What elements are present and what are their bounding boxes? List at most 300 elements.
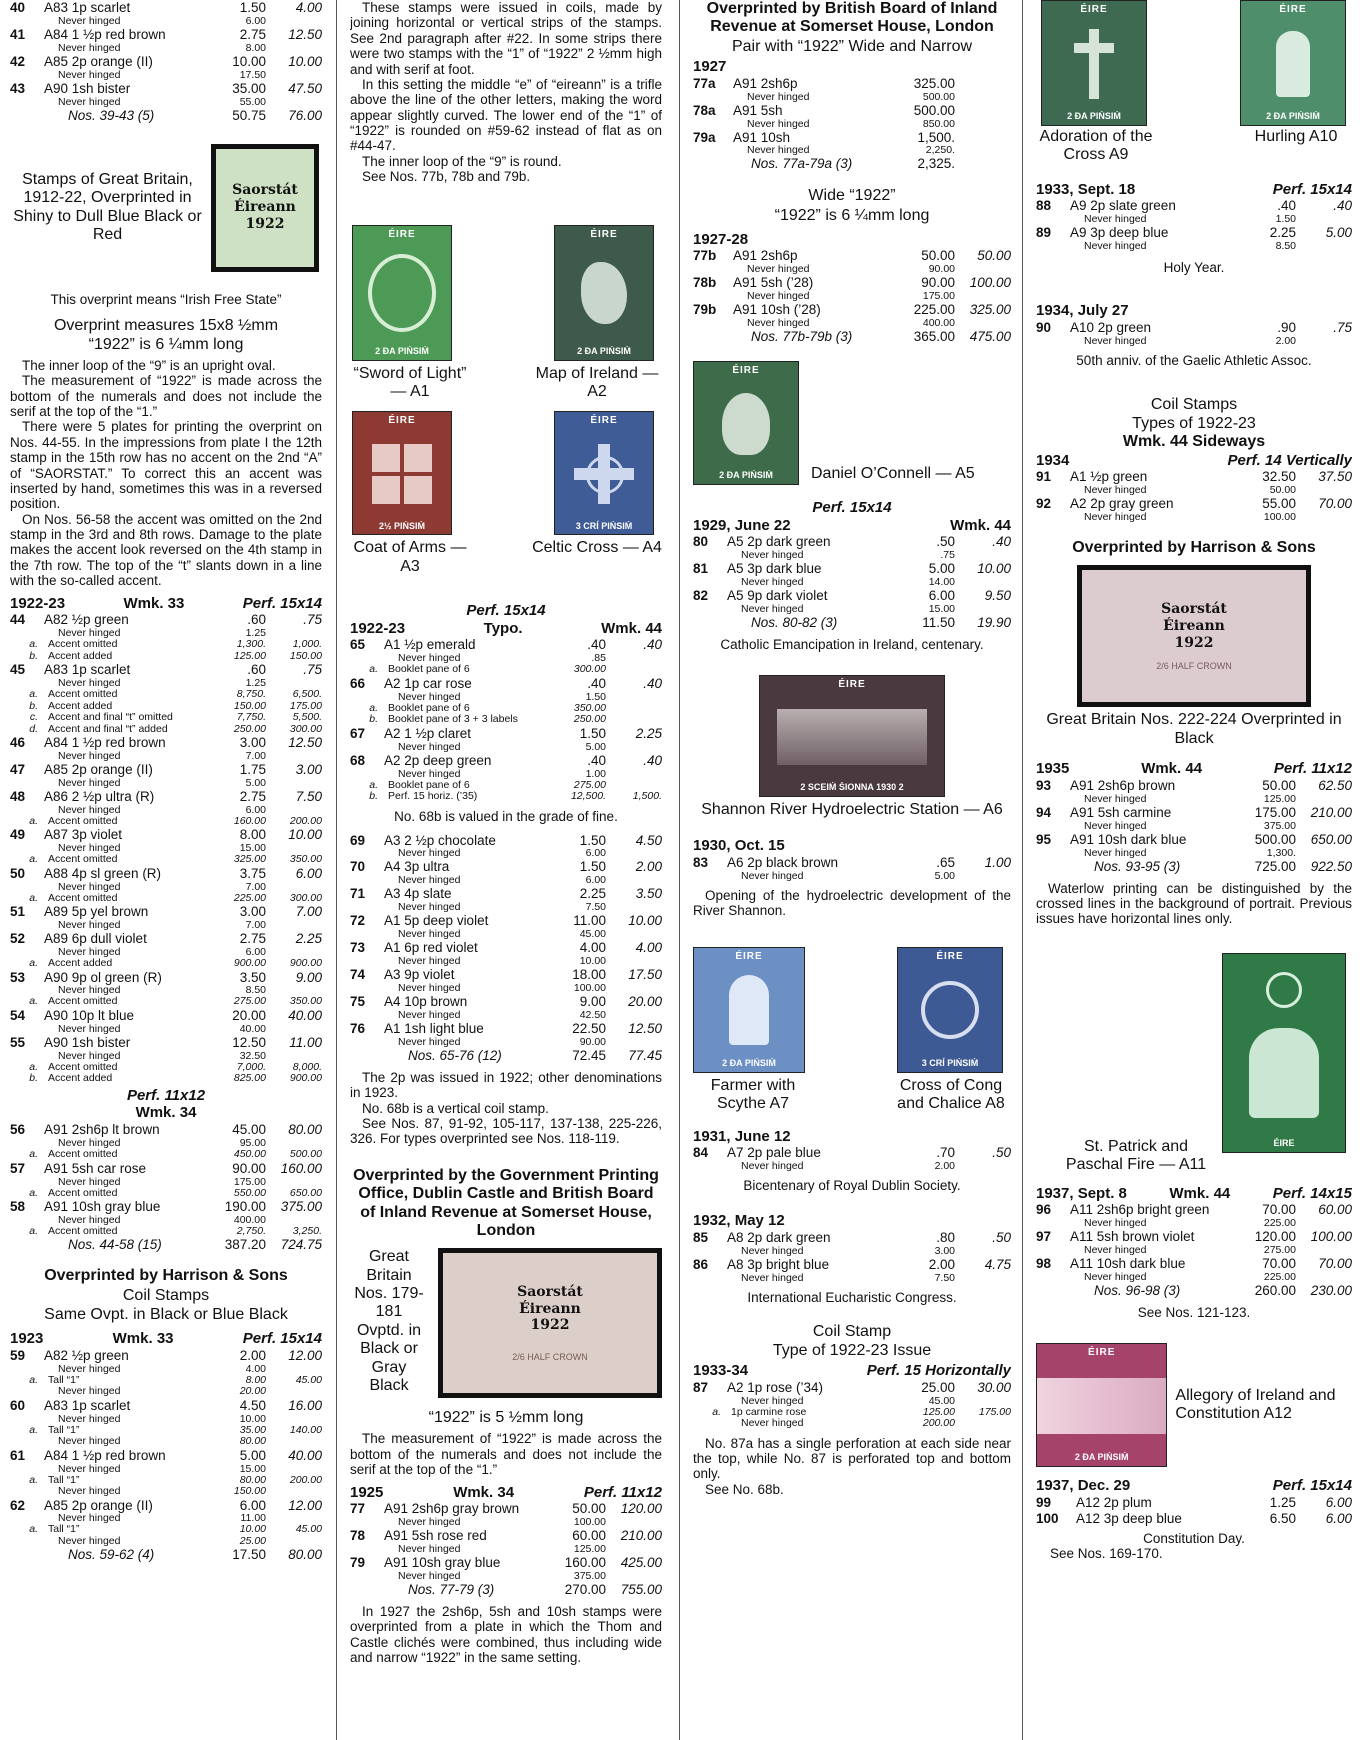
spacer <box>10 1513 44 1524</box>
never-hinged-row <box>350 983 662 994</box>
never-hinged-row <box>693 318 1011 329</box>
listing-table <box>693 1230 1011 1284</box>
catalog-number: 44 <box>10 612 26 628</box>
spacer <box>1296 485 1352 496</box>
variety-letter: a. <box>29 1187 38 1199</box>
total-used: 755.00 <box>620 1582 662 1598</box>
unused-value: 2.75 <box>239 788 266 804</box>
catalog-number: 41 <box>10 26 26 42</box>
stamp-description: A1 5p deep violet <box>384 913 489 929</box>
catalog-number: 61 <box>10 1447 26 1463</box>
never-hinged-row <box>10 1414 322 1425</box>
variety-description: Accent added <box>48 700 113 712</box>
listing-row <box>10 81 322 97</box>
listing-row <box>350 1555 662 1571</box>
variety-description: Never hinged <box>741 1418 804 1430</box>
stamp-description: A4 3p ultra <box>384 859 450 875</box>
gb-stamps-caption: Stamps of Great Britain, 1912-22, Overprinted in Shiny to Dull Blue Black or Red <box>13 170 202 243</box>
issue-perf: Perf. 14x15 <box>1272 1184 1352 1202</box>
variety-unused-value: 8.00 <box>245 1374 266 1386</box>
catalog-number: 79 <box>350 1555 366 1571</box>
paragraph: See Nos. 87, 91-92, 105-117, 137-138, 225-226, 326. For types overprinted see Nos. 118-119. <box>350 1115 662 1147</box>
variety-description: Accent omitted <box>48 1149 118 1161</box>
variety-description: Accent added <box>48 958 113 970</box>
never-hinged-row <box>350 929 662 940</box>
stamp-images-row <box>350 411 662 576</box>
never-hinged-value: 125.00 <box>1263 793 1296 805</box>
catalog-number: 77a <box>693 75 716 91</box>
unused-value: 6.00 <box>239 1497 266 1513</box>
listing-row <box>693 1145 1011 1161</box>
variety-letter: a. <box>369 702 378 714</box>
paragraph: In this setting the middle “e” of “eireann” is a trifle above the line of the other letters, making the word appear slightly curved. The lower end of the “1” of “1922” is rounded on #59-62 instead of flat as on #44-47. <box>350 76 662 154</box>
catalog-number: 77 <box>350 1501 366 1517</box>
spacer <box>606 956 662 967</box>
stamp-description: A83 1p scarlet <box>44 1397 131 1413</box>
never-hinged-row <box>693 604 1011 615</box>
never-hinged-value: 8.50 <box>1275 241 1296 253</box>
spacer <box>1296 1272 1352 1283</box>
variety-unused-value: 825.00 <box>233 1073 266 1085</box>
never-hinged-row <box>693 145 1011 156</box>
never-hinged-value: 6.00 <box>245 804 266 816</box>
never-hinged-row <box>10 1024 322 1035</box>
total-unused: 72.45 <box>572 1047 606 1063</box>
issue-note: Holy Year. <box>1163 260 1225 276</box>
map-of-ireland-stamp-image: ÉIRE 2 ÐA PIṄSIṀ <box>554 225 654 361</box>
never-hinged-value: 175.00 <box>233 1176 266 1188</box>
section-subtitle: “1922” is 6 ¼mm long <box>774 206 930 224</box>
used-value: 4.00 <box>295 0 322 15</box>
never-hinged-value: 5.00 <box>585 741 606 753</box>
overprint-notes <box>10 358 322 589</box>
never-hinged-row <box>10 778 322 789</box>
listing-row <box>693 275 1011 291</box>
paragraph: No. 68b is a vertical coil stamp. <box>362 1100 549 1116</box>
variety-letter: a. <box>29 1524 38 1536</box>
catalog-number: 58 <box>10 1199 26 1214</box>
issue-perf: Perf. 11x12 <box>1273 760 1352 778</box>
unused-value: 190.00 <box>224 1199 266 1214</box>
never-hinged-row <box>10 1215 322 1226</box>
variety-row <box>10 1149 322 1161</box>
stamp-description: A2 1 ½p claret <box>384 725 472 741</box>
unused-value: 1.50 <box>579 859 606 875</box>
listing-rows <box>350 637 662 802</box>
spacer <box>606 692 662 703</box>
never-hinged-value: 5.00 <box>245 777 266 789</box>
unused-value: .50 <box>936 534 955 550</box>
wmk-header: Wmk. 34 <box>135 1104 197 1122</box>
issue-header <box>350 1484 662 1502</box>
issue-notes: In 1927 the 2sh6p, 5sh and 10sh stamps were overprinted from a plate in which the Thom and Castle clichés were combined, thus including wide and narrow “1922” in the same setting. <box>350 1603 662 1666</box>
listing-row <box>1036 1229 1352 1245</box>
listing-table <box>1036 1495 1352 1527</box>
listing-row <box>693 248 1011 264</box>
unused-value: .80 <box>936 1229 955 1245</box>
stamp-a12 <box>1036 1343 1352 1467</box>
listing-row <box>1036 469 1352 485</box>
issue-perf: Perf. 15x14 <box>1272 180 1352 198</box>
never-hinged-label: Never hinged <box>747 291 810 303</box>
used-value: 12.00 <box>288 1347 322 1363</box>
stamp-a8 <box>891 947 1011 1114</box>
never-hinged-label: Never hinged <box>58 843 121 855</box>
spacer <box>266 1215 322 1226</box>
issue-header <box>1036 1477 1352 1495</box>
variety-description: Booklet pane of 3 + 3 labels <box>388 714 518 726</box>
coat-of-arms-stamp-image: ÉIRE 2½ PIṄSIṀ <box>352 411 452 535</box>
listing-row <box>1036 778 1352 794</box>
issue-year: 1927 <box>693 57 727 75</box>
spacer <box>266 678 322 689</box>
issue-year: 1937, Sept. 8 <box>1036 1184 1127 1202</box>
stamp-description: A9 2p slate green <box>1070 198 1176 214</box>
spacer <box>266 16 322 27</box>
stamp-description: A84 1 ½p red brown <box>44 735 166 751</box>
stamp-description: A91 5sh (’28) <box>733 275 814 291</box>
never-hinged-label: Never hinged <box>398 1571 461 1583</box>
variety-row <box>10 724 322 736</box>
used-value: 325.00 <box>969 302 1011 318</box>
stamp-description: A91 10sh (’28) <box>733 302 821 318</box>
catalog-number: 67 <box>350 725 366 741</box>
stamp-a5 <box>693 361 1011 485</box>
catalog-number: 71 <box>350 886 366 902</box>
spacer <box>350 1037 384 1048</box>
never-hinged-label: Never hinged <box>398 875 461 887</box>
unused-value: 2.75 <box>239 931 266 947</box>
coil-notes <box>350 0 662 185</box>
spacer <box>10 778 44 789</box>
unused-value: 12.50 <box>232 1034 266 1050</box>
variety-letter: a. <box>29 1424 38 1436</box>
listing-row <box>10 1122 322 1138</box>
variety-row <box>350 791 662 803</box>
stamp-description: A88 4p sl green (R) <box>44 865 162 881</box>
stamp-description: A83 1p scarlet <box>44 0 131 15</box>
total-row <box>10 108 322 124</box>
spacer <box>1036 1272 1070 1283</box>
never-hinged-row <box>1036 1245 1352 1256</box>
stamp-description: A90 9p ol green (R) <box>44 969 162 985</box>
used-value: 7.00 <box>295 904 322 920</box>
unused-value: 10.00 <box>232 53 266 69</box>
spacer <box>10 97 44 108</box>
never-hinged-row <box>1036 794 1352 805</box>
unused-value: .40 <box>587 752 606 768</box>
listing-total <box>10 108 322 124</box>
listing-rows <box>350 1501 662 1582</box>
unused-value: .40 <box>1277 198 1296 214</box>
variety-unused-value: 150.00 <box>233 1486 266 1498</box>
total-row <box>10 1547 322 1563</box>
daniel-oconnell-stamp-image: ÉIRE 2 ÐA PIṄSIṀ <box>693 361 799 485</box>
listing-rows <box>1036 198 1352 252</box>
gb-stamps-caption: Great Britain Nos. 179-181 Ovptd. in Black or Gray Black <box>354 1248 424 1395</box>
variety-row <box>10 1386 322 1398</box>
spacer <box>10 16 44 27</box>
variety-letter: b. <box>369 714 378 726</box>
variety-description: Booklet pane of 6 <box>388 664 470 676</box>
spacer <box>10 1364 44 1375</box>
unused-value: 1.50 <box>579 725 606 741</box>
spacer <box>350 929 384 940</box>
never-hinged-value: 1.50 <box>1275 214 1296 226</box>
listing-row <box>10 612 322 628</box>
spacer <box>266 1513 322 1524</box>
spacer <box>350 1544 384 1555</box>
overprint-length: “1922” is 5 ½mm long <box>428 1409 584 1427</box>
issue-perf: Perf. 15x14 <box>1272 1477 1352 1495</box>
never-hinged-row <box>350 902 662 913</box>
sword-of-light-stamp-image: ÉIRE 2 ÐA PIṄSIṀ <box>352 225 452 361</box>
listing-rows <box>693 156 1011 172</box>
catalog-number: 96 <box>1036 1202 1052 1218</box>
stamp-description: A11 5sh brown violet <box>1070 1229 1195 1245</box>
catalog-number: 49 <box>10 827 26 843</box>
unused-value: 3.50 <box>239 969 266 985</box>
issue-year: 1922-23 <box>350 619 406 637</box>
catalog-number: 99 <box>1036 1494 1052 1510</box>
listing-total <box>1036 1283 1352 1299</box>
unused-value: 45.00 <box>232 1122 266 1138</box>
listing-row <box>10 762 322 778</box>
total-unused: 270.00 <box>564 1582 606 1598</box>
never-hinged-value: 7.00 <box>245 750 266 762</box>
issue-year: 1934, July 27 <box>1036 302 1129 320</box>
catalog-number: 47 <box>10 761 26 777</box>
catalog-number: 56 <box>10 1122 26 1138</box>
issue-perf: Perf. 15x14 <box>242 594 322 612</box>
spacer <box>1036 794 1070 805</box>
variety-letter: a. <box>29 815 38 827</box>
variety-row <box>10 712 322 724</box>
variety-unused-value: 325.00 <box>233 854 266 866</box>
used-value: 160.00 <box>280 1160 322 1176</box>
spacer <box>1036 485 1070 496</box>
never-hinged-row <box>10 70 322 81</box>
never-hinged-label: Never hinged <box>1084 214 1147 226</box>
issue-note: Waterlow printing can be distinguished by the crossed lines in the background of portrait. Previous issues have horizontal lines only. <box>1036 880 1352 927</box>
never-hinged-label: Never hinged <box>58 920 121 932</box>
section-title: Wmk. 44 Sideways <box>1122 433 1266 451</box>
variety-letter: a. <box>29 996 38 1008</box>
used-value: 40.00 <box>288 1447 322 1463</box>
issue-header <box>10 1330 322 1348</box>
variety-row <box>10 854 322 866</box>
stamp-description: A9 3p deep blue <box>1070 225 1169 241</box>
used-value: 650.00 <box>1310 831 1352 847</box>
used-value: 3.50 <box>635 886 662 902</box>
spacer <box>266 70 322 81</box>
stamp-description: A91 5sh car rose <box>44 1160 147 1176</box>
listing-table <box>10 612 322 1085</box>
adoration-of-cross-stamp-image: ÉIRE 2 ÐA PIṄSIṀ <box>1041 0 1147 126</box>
used-value: 47.50 <box>288 80 322 96</box>
variety-used-value: 45.00 <box>295 1524 322 1536</box>
used-value: 4.75 <box>984 1256 1011 1272</box>
never-hinged-value: 2.00 <box>934 1161 955 1173</box>
listing-row <box>10 1348 322 1364</box>
issue-year: 1927-28 <box>693 230 749 248</box>
spacer <box>1036 241 1070 252</box>
stamp-description: A12 2p plum <box>1076 1494 1152 1510</box>
catalog-number: 77b <box>693 248 717 264</box>
issue-perf: Perf. 15 Horizontally <box>866 1361 1011 1379</box>
section-subtitle: Types of 1922-23 <box>1132 414 1256 432</box>
used-value: 120.00 <box>620 1501 662 1517</box>
variety-used-value <box>266 1386 322 1398</box>
stamp-caption: Allegory of Ireland and Constitution A12 <box>1175 1386 1336 1423</box>
listing-row <box>10 1498 322 1514</box>
spacer <box>266 1051 322 1062</box>
variety-unused-value: 225.00 <box>233 892 266 904</box>
stamp-description: A3 4p slate <box>384 886 452 902</box>
variety-description: Tall “1” <box>48 1524 80 1536</box>
never-hinged-value: 500.00 <box>922 91 955 103</box>
stamp-description: A91 2sh6p brown <box>1070 777 1176 793</box>
never-hinged-label: Never hinged <box>1084 241 1147 253</box>
hurling-stamp-image: ÉIRE 2 ÐA PIṄSIṀ <box>1240 0 1346 126</box>
spacer <box>266 1464 322 1475</box>
listing-total <box>10 1547 322 1563</box>
overprint-line: Éireann <box>1163 617 1225 634</box>
spacer <box>266 882 322 893</box>
issue-watermark: Wmk. 44 <box>601 619 662 637</box>
never-hinged-value: 7.00 <box>245 920 266 932</box>
catalog-number: 69 <box>350 832 366 848</box>
paragraph: The inner loop of the “9” is an upright oval. <box>22 357 276 373</box>
total-row <box>350 1582 662 1598</box>
spacer <box>1296 336 1352 347</box>
issue-watermark: Wmk. 33 <box>112 1330 174 1348</box>
spacer <box>1036 1245 1070 1256</box>
listing-row <box>1036 198 1352 214</box>
listing-rows <box>693 855 1011 882</box>
listing-row <box>10 1035 322 1051</box>
stamp-description: A10 2p green <box>1070 319 1152 335</box>
never-hinged-value: 7.50 <box>585 902 606 914</box>
listing-rows <box>1036 778 1352 859</box>
listing-row <box>350 940 662 956</box>
variety-unused-value: 12,500. <box>570 791 606 803</box>
spacer <box>10 805 44 816</box>
never-hinged-value: 1.00 <box>585 768 606 780</box>
stamp-description: A91 2sh6p <box>733 248 798 264</box>
spacer <box>1296 512 1352 523</box>
listing-row <box>350 994 662 1010</box>
stamp-description: A87 3p violet <box>44 827 123 843</box>
variety-used-value <box>266 1486 322 1498</box>
unused-value: 32.50 <box>1262 469 1296 485</box>
column-divider <box>336 0 337 1740</box>
never-hinged-value: 850.00 <box>922 118 955 130</box>
catalog-number: 66 <box>350 675 366 691</box>
total-label: Nos. 77-79 (3) <box>408 1582 495 1598</box>
listing-rows <box>1036 1495 1352 1527</box>
variety-description: Accent omitted <box>48 639 118 651</box>
unused-value: 50.00 <box>572 1501 606 1517</box>
never-hinged-value: 4.00 <box>245 1363 266 1375</box>
overprint-measures: Overprint measures 15x8 ½mm <box>53 316 279 334</box>
issue-year: 1925 <box>350 1483 384 1501</box>
spacer <box>1036 821 1070 832</box>
listing-row <box>10 827 322 843</box>
catalog-number: 88 <box>1036 198 1052 214</box>
never-hinged-value: 225.00 <box>1263 1218 1296 1230</box>
listing-rows <box>10 1122 322 1237</box>
unused-value: .40 <box>587 675 606 691</box>
never-hinged-row <box>350 1010 662 1021</box>
variety-description: Accent and final “t” added <box>48 723 168 735</box>
variety-row <box>350 703 662 715</box>
issue-year: 1933, Sept. 18 <box>1036 180 1136 198</box>
spacer <box>10 751 44 762</box>
stamp-description: A85 2p orange (II) <box>44 1497 153 1513</box>
spacer <box>693 550 727 561</box>
variety-row <box>10 1436 322 1448</box>
variety-description: Booklet pane of 6 <box>388 702 470 714</box>
variety-row <box>10 958 322 970</box>
issue-note: International Eucharistic Congress. <box>747 1289 957 1305</box>
listing-rows <box>1036 469 1352 523</box>
variety-unused-value: 275.00 <box>573 779 606 791</box>
variety-letter: c. <box>29 712 38 724</box>
never-hinged-value: 90.00 <box>928 264 955 276</box>
spacer <box>955 1246 1011 1257</box>
spacer <box>693 291 733 302</box>
used-value: .40 <box>643 637 662 653</box>
spacer <box>350 983 384 994</box>
stamp-description: A91 2sh6p gray brown <box>384 1501 520 1517</box>
never-hinged-value: 42.50 <box>579 1010 606 1021</box>
variety-used-value: 3,250. <box>292 1225 322 1237</box>
cross-of-cong-stamp-image: ÉIRE 3 CRÍ PIṄSIṀ <box>897 947 1003 1073</box>
paragraph: The measurement of “1922” is made across the bottom of the numerals and does not include the serif at the top of the “1.” <box>10 373 322 420</box>
variety-description: Accent omitted <box>48 689 118 701</box>
variety-row <box>10 639 322 651</box>
total-used: 77.45 <box>628 1047 662 1063</box>
listing-row <box>10 1398 322 1414</box>
spacer <box>350 1582 384 1598</box>
variety-used-value <box>606 714 662 726</box>
variety-letter: a. <box>369 664 378 676</box>
stamp-description: A91 5sh carmine <box>1070 804 1172 820</box>
stamp-a9 <box>1036 0 1156 165</box>
never-hinged-label: Never hinged <box>747 145 810 157</box>
total-unused: 725.00 <box>1254 858 1296 874</box>
never-hinged-label: Never hinged <box>58 42 121 54</box>
used-value: .40 <box>1333 198 1352 214</box>
listing-row <box>693 855 1011 871</box>
unused-value: 2.25 <box>579 886 606 902</box>
spacer <box>1296 848 1352 859</box>
listing-row <box>350 833 662 849</box>
unused-value: 1.50 <box>579 832 606 848</box>
issue-watermark: Wmk. 33 <box>123 594 185 612</box>
spacer <box>955 550 1011 561</box>
stamp-description: A5 2p dark green <box>727 534 831 550</box>
overprint-line: 1922 <box>530 1317 570 1334</box>
never-hinged-label: Never hinged <box>1084 512 1147 524</box>
variety-letter: a. <box>29 689 38 701</box>
used-value: .50 <box>992 1229 1011 1245</box>
never-hinged-row <box>1036 848 1352 859</box>
variety-row <box>10 1524 322 1536</box>
spacer <box>693 119 733 130</box>
catalog-number: 81 <box>693 561 709 577</box>
